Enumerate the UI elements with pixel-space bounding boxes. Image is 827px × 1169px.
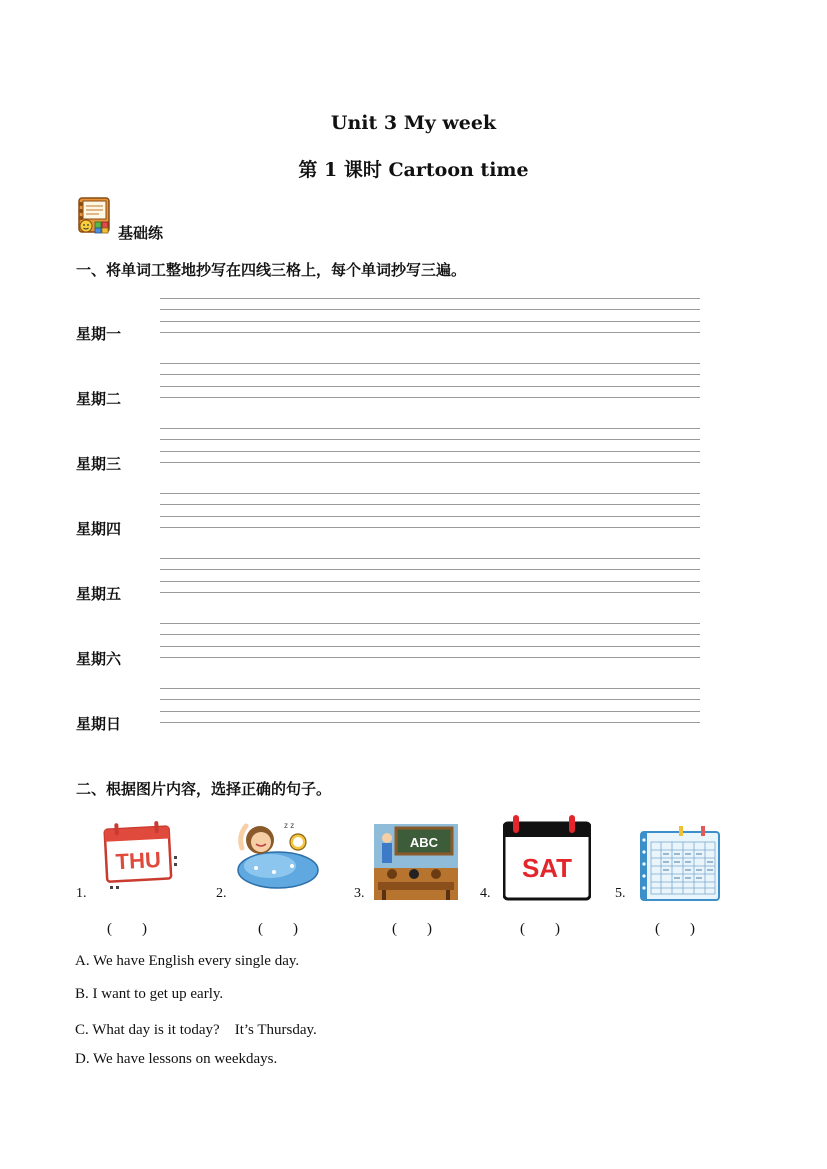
- picture-number-5: 5.: [615, 886, 626, 901]
- option-a: A. We have English every single day.: [75, 953, 300, 969]
- page-title: Unit 3 My week: [330, 112, 497, 134]
- day-label-sat: 星期六: [76, 650, 122, 668]
- calendar-sat-icon: [503, 815, 587, 891]
- part1-instruction: 一、将单词工整地抄写在四线三格上，每个单词抄写三遍。: [76, 261, 467, 279]
- svg-text:ABC: ABC: [409, 835, 439, 850]
- page-subtitle: 第 1 课时 Cartoon time: [298, 159, 529, 181]
- option-d: D. We have lessons on weekdays.: [75, 1051, 278, 1067]
- writing-lines-2[interactable]: [160, 363, 700, 397]
- writing-lines-3[interactable]: [160, 428, 700, 462]
- picture-number-3: 3.: [354, 886, 365, 901]
- classroom-abc-icon: [374, 824, 458, 900]
- answer-blank-4[interactable]: ( ): [520, 921, 560, 937]
- writing-lines-6[interactable]: [160, 623, 700, 657]
- badge-label: 基础练: [118, 224, 164, 242]
- option-c: C. What day is it today? It’s Thursday.: [75, 1022, 317, 1038]
- notebook-icon: [75, 196, 113, 236]
- day-label-thu: 星期四: [76, 520, 122, 538]
- svg-text:SAT: SAT: [521, 853, 573, 883]
- timetable-icon: [639, 826, 723, 902]
- picture-number-2: 2.: [216, 886, 227, 901]
- writing-lines-7[interactable]: [160, 688, 700, 722]
- answer-blank-5[interactable]: ( ): [655, 921, 695, 937]
- day-label-mon: 星期一: [76, 325, 122, 343]
- svg-text:THU: THU: [115, 846, 162, 875]
- svg-text:z z: z z: [284, 821, 295, 830]
- day-label-wed: 星期三: [76, 455, 122, 473]
- answer-blank-1[interactable]: ( ): [107, 921, 147, 937]
- writing-lines-5[interactable]: [160, 558, 700, 592]
- writing-lines-4[interactable]: [160, 493, 700, 527]
- option-b: B. I want to get up early.: [75, 986, 224, 1002]
- writing-lines-1[interactable]: [160, 298, 700, 332]
- picture-number-4: 4.: [480, 886, 491, 901]
- girl-waking-up-icon: [234, 818, 318, 894]
- day-label-fri: 星期五: [76, 585, 122, 603]
- day-label-tue: 星期二: [76, 390, 122, 408]
- answer-blank-2[interactable]: ( ): [258, 921, 298, 937]
- part2-instruction: 二、根据图片内容，选择正确的句子。: [76, 780, 332, 798]
- picture-number-1: 1.: [76, 886, 87, 901]
- answer-blank-3[interactable]: ( ): [392, 921, 432, 937]
- calendar-thu-icon: [98, 818, 182, 894]
- day-label-sun: 星期日: [76, 715, 122, 733]
